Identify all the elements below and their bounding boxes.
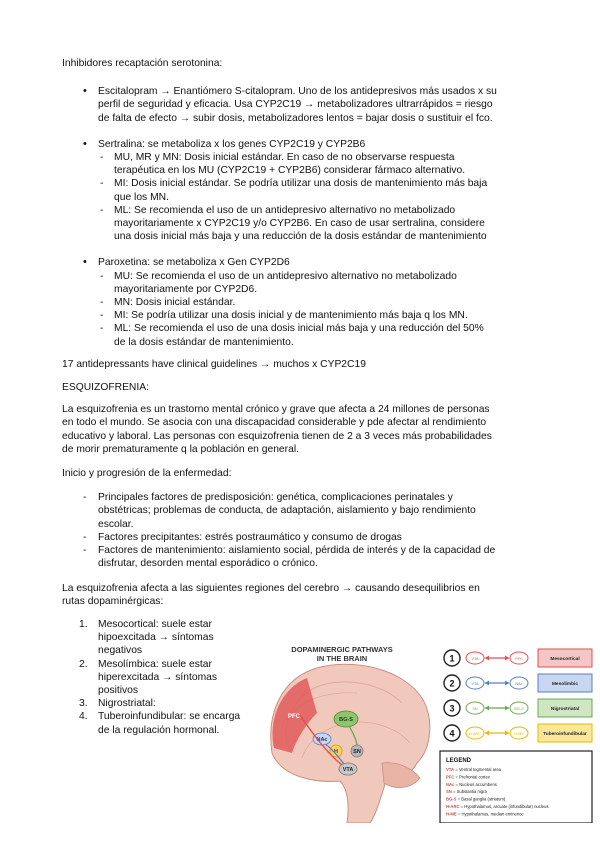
sertralina-ml: - ML: Se recomienda el uso de un antidepresivo alternativo no metabolizado mayoritariamente x CYP2C19 y/o CYP2B6. En caso de usar sertralina, considere una dosis inicial más baja y una reducción de la dosis estándar de mantenimiento <box>62 204 540 244</box>
pathway-arrow-head <box>505 731 509 736</box>
legend-item <box>446 804 549 809</box>
pathway-name: Nigrostriatal <box>550 707 580 712</box>
pathway-rows <box>444 649 592 742</box>
dopaminergic-pathways-figure <box>262 643 595 823</box>
legend <box>440 751 592 823</box>
legend-abbr: NAc <box>446 781 455 787</box>
factor-precipitantes: - Factores precipitantes: estrés postraumático y consumo de drogas <box>62 531 540 544</box>
paroxetina-mu: - MU: Se recomienda el uso de un antidepresivo alternativo no metabolizado mayoritariamente por CYP2D6. <box>62 270 540 296</box>
ssri-heading: Inhibidores recaptación serotonina: <box>62 58 223 69</box>
label-nac: NAc <box>316 737 328 743</box>
guidelines-note: 17 antidepressants have clinical guidelines → muchos x CYP2C19 <box>62 358 366 370</box>
pathway-to-label: BG-S <box>514 706 524 711</box>
pathway-number: 4 <box>449 728 455 739</box>
label-pfc: PFC <box>288 714 300 720</box>
paroxetina-mi: - MI: Se podría utilizar una dosis inicial y de mantenimiento más baja q los MN. <box>62 309 540 322</box>
sertralina-mu: - MU, MR y MN: Dosis inicial estándar. En caso de no observarse respuesta terapéutica en los MU (CYP2C19 + CYP2B6) considerar fármaco alternativo. <box>62 151 540 177</box>
sertralina-mi: - MI: Dosis inicial estándar. Se podría utilizar una dosis de mantenimiento más baja que los MN. <box>62 177 540 203</box>
pathway-to-label: H-ME <box>514 731 524 736</box>
ruta-mesocortical: 1. Mesocortical: suele estar hipoexcitada → síntomas negativos <box>79 618 214 657</box>
label-vta: VTA <box>342 767 354 773</box>
label-h: H <box>334 749 338 755</box>
label-bgs: BG-S <box>339 717 353 723</box>
pathway-from-label: VTA <box>471 681 479 686</box>
pathway-row-1 <box>444 649 592 667</box>
pathway-from-label: VTA <box>471 656 479 661</box>
pathway-from-label: SN <box>472 706 478 711</box>
figure-title-2: IN THE BRAIN <box>316 654 368 663</box>
pathway-arrow-tail <box>485 731 489 736</box>
paroxetina-ml: - ML: Se recomienda el uso de una dosis inicial más baja y una reducción del 50% de la dosis estándar de mantenimiento. <box>62 322 540 348</box>
pathway-row-3 <box>444 699 592 717</box>
legend-abbr: H-ME <box>446 811 457 817</box>
document-body <box>62 57 540 737</box>
legend-item <box>446 767 502 772</box>
pathway-arrow-head <box>505 681 509 686</box>
pathway-number: 1 <box>449 653 455 664</box>
legend-desc: = Ventral tegmental area <box>454 767 501 772</box>
factor-predisposicion: - Principales factores de predisposición: genética, complicaciones perinatales y obstétricas; problemas de conducta, de adaptación, aislamiento y bajo rendimiento escolar. <box>62 491 540 531</box>
legend-desc: = Hypothalamus, median eminence <box>456 811 524 817</box>
factor-mantenimiento: - Factores de mantenimiento: aislamiento social, pérdida de interés y de la capacidad de disfrutar, desorden mental esporádico o crónico. <box>62 544 540 570</box>
legend-desc: = Nucleus accumbens <box>454 781 497 787</box>
pathway-row-2 <box>444 674 592 692</box>
pathway-arrow-tail <box>485 706 489 711</box>
inicio-heading: Inicio y progresión de la enfermedad: <box>62 468 232 480</box>
pathway-from-label: H-ARC <box>468 731 482 736</box>
paroxetina-item: • Paroxetina: se metaboliza x Gen CYP2D6 <box>62 256 540 269</box>
pathway-row-4 <box>444 724 592 742</box>
legend-desc: = Prefrontal cortex <box>454 774 490 780</box>
pathway-number: 2 <box>449 678 455 689</box>
pathway-name: Tuberoinfundibular <box>543 732 587 737</box>
escitalopram-item: • Escitalopram → Enantiómero S-citalopram. Uno de los antidepresivos más usados x su perfil de seguridad y eficacia. Usa CYP2C19 → metabolizadores ultrarrápidos = riesgo de falta de efecto → subir dosis, metabolizadores lentos = bajar dosis o sustituir el fco. <box>62 85 540 125</box>
esquizofrenia-title: ESQUIZOFRENIA: <box>62 382 149 394</box>
legend-abbr: PFC <box>446 774 455 780</box>
sertralina-item: • Sertralina: se metaboliza x los genes CYP2C19 y CYP2B6 <box>62 138 540 151</box>
ruta-mesolimbica: 2. Mesolímbica: suele estar hiperexcitada → síntomas positivos <box>79 658 218 696</box>
legend-item <box>446 797 506 802</box>
legend-abbr: SN <box>446 789 452 795</box>
ruta-nigrostriatal: 3. Nigrostriatal: <box>79 698 156 710</box>
esquizofrenia-intro: La esquizofrenia es un trastorno mental crónico y grave que afecta a 24 millones de personas en todo el mundo. Se asocia con una discapacidad considerable y pde afectar al rendimiento educativo y laboral. Las personas con esquizofrenia tienen de 2 a 3 veces más probabilidades de morir prematuramente q la población en general. <box>62 404 492 455</box>
ruta-tuberoinfundibular: 4. Tuberoinfundibular: se encarga de la regulación hormonal. <box>79 711 241 736</box>
pathway-number: 3 <box>449 703 455 714</box>
pathway-name: Mesolimbic <box>551 682 579 687</box>
pathway-arrow-head <box>505 656 509 661</box>
legend-item <box>446 811 524 816</box>
pathway-arrow-head <box>505 706 509 711</box>
figure-title-1: DOPAMINERGIC PATHWAYS <box>291 645 393 654</box>
legend-abbr: H-ARC <box>446 804 460 809</box>
legend-title: LEGEND <box>446 758 472 764</box>
pathway-arrow-tail <box>485 656 489 661</box>
brain-illustration <box>271 664 430 823</box>
pathway-arrow-tail <box>485 681 489 686</box>
pathway-to-label: PFC <box>515 656 523 661</box>
pathway-name: Mesocortical <box>550 657 580 662</box>
legend-desc: = Basal ganglia (striatum) <box>456 796 506 802</box>
legend-item <box>446 782 497 787</box>
paroxetina-mn: - MN: Dosis inicial estándar. <box>62 296 540 309</box>
legend-item <box>446 774 491 779</box>
pathway-to-label: NAc <box>515 681 523 686</box>
legend-desc: = Hypothalamus, arcuate (infundibular) nucleus <box>459 804 549 809</box>
regiones-paragraph: La esquizofrenia afecta a las siguientes regiones del cerebro → causando desequilibrios en rutas dopaminérgicas: <box>62 582 480 607</box>
legend-item <box>446 789 488 794</box>
legend-abbr: BG-S <box>446 796 457 802</box>
legend-desc: = Substantia nigra <box>451 789 487 795</box>
label-sn: SN <box>353 749 361 755</box>
legend-abbr: VTA <box>446 767 455 772</box>
